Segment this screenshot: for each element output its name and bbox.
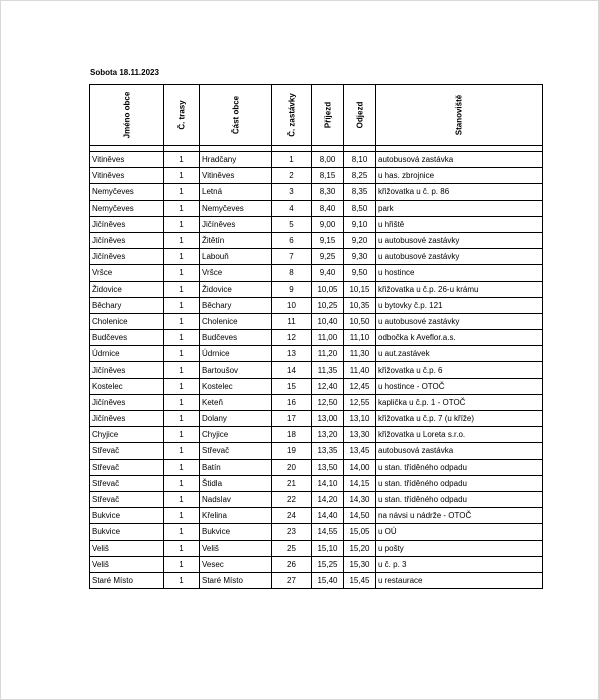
district-cell: Židovice [200,281,272,297]
departure-cell: 14,30 [344,491,376,507]
departure-cell: 15,30 [344,556,376,572]
table-row [90,540,543,556]
district-cell: Hradčany [200,152,272,168]
stop-number-cell: 8 [272,265,312,281]
municipality-cell: Běchary [90,297,164,313]
arrival-cell: 10,25 [312,297,344,313]
location-cell: u restaurace [376,572,543,588]
table-row [90,411,543,427]
municipality-cell: Veliš [90,540,164,556]
arrival-cell: 13,35 [312,443,344,459]
municipality-cell: Jičíněves [90,216,164,232]
route-number-cell: 1 [164,313,200,329]
arrival-cell: 15,40 [312,572,344,588]
table-row [90,491,543,507]
stop-number-cell: 5 [272,216,312,232]
table-row [90,330,543,346]
table-row [90,265,543,281]
header-location: Stanoviště [376,85,543,146]
stop-number-cell: 2 [272,168,312,184]
table-row [90,459,543,475]
departure-cell: 10,35 [344,297,376,313]
header-district: Část obce [200,85,272,146]
municipality-cell: Střevač [90,475,164,491]
municipality-cell: Střevač [90,443,164,459]
location-cell: u bytovky č.p. 121 [376,297,543,313]
route-number-cell: 1 [164,362,200,378]
district-cell: Vesec [200,556,272,572]
table-row [90,443,543,459]
departure-cell: 14,50 [344,508,376,524]
departure-cell: 15,20 [344,540,376,556]
district-cell: Bukvice [200,524,272,540]
route-number-cell: 1 [164,346,200,362]
arrival-cell: 11,35 [312,362,344,378]
table-row [90,378,543,394]
municipality-cell: Vršce [90,265,164,281]
location-cell: u stan. tříděného odpadu [376,459,543,475]
arrival-cell: 11,20 [312,346,344,362]
route-number-cell: 1 [164,200,200,216]
departure-cell: 11,30 [344,346,376,362]
municipality-cell: Nemyčeves [90,200,164,216]
timetable [89,84,543,589]
arrival-cell: 14,55 [312,524,344,540]
table-row [90,524,543,540]
route-number-cell: 1 [164,281,200,297]
municipality-cell: Jičíněves [90,249,164,265]
table-row [90,394,543,410]
table-row [90,168,543,184]
departure-cell: 12,45 [344,378,376,394]
departure-cell: 9,30 [344,249,376,265]
district-cell: Vršce [200,265,272,281]
stop-number-cell: 19 [272,443,312,459]
table-row [90,427,543,443]
route-number-cell: 1 [164,491,200,507]
table-row [90,297,543,313]
district-cell: Chyjice [200,427,272,443]
stop-number-cell: 25 [272,540,312,556]
stop-number-cell: 4 [272,200,312,216]
location-cell: u hostince [376,265,543,281]
route-number-cell: 1 [164,540,200,556]
departure-cell: 11,40 [344,362,376,378]
district-cell: Údrnice [200,346,272,362]
district-cell: Běchary [200,297,272,313]
header-departure: Odjezd [344,85,376,146]
location-cell: u has. zbrojnice [376,168,543,184]
location-cell: u aut.zastávek [376,346,543,362]
arrival-cell: 8,00 [312,152,344,168]
district-cell: Křelina [200,508,272,524]
arrival-cell: 13,20 [312,427,344,443]
district-cell: Batín [200,459,272,475]
route-number-cell: 1 [164,216,200,232]
route-number-cell: 1 [164,475,200,491]
stop-number-cell: 16 [272,394,312,410]
arrival-cell: 9,25 [312,249,344,265]
district-cell: Dolany [200,411,272,427]
route-number-cell: 1 [164,265,200,281]
arrival-cell: 9,00 [312,216,344,232]
district-cell: Nemyčeves [200,200,272,216]
stop-number-cell: 1 [272,152,312,168]
table-row [90,313,543,329]
header-route-number: Č. trasy [164,85,200,146]
document-date-title: Sobota 18.11.2023 [90,68,159,77]
arrival-cell: 14,10 [312,475,344,491]
district-cell: Cholenice [200,313,272,329]
district-cell: Žitětín [200,232,272,248]
departure-cell: 8,35 [344,184,376,200]
municipality-cell: Staré Místo [90,572,164,588]
location-cell: u autobusové zastávky [376,232,543,248]
location-cell: křižovatka u č.p. 6 [376,362,543,378]
location-cell: u č. p. 3 [376,556,543,572]
departure-cell: 11,10 [344,330,376,346]
departure-cell: 13,45 [344,443,376,459]
municipality-cell: Střevač [90,459,164,475]
departure-cell: 9,10 [344,216,376,232]
route-number-cell: 1 [164,152,200,168]
route-number-cell: 1 [164,524,200,540]
district-cell: Keteň [200,394,272,410]
municipality-cell: Jičíněves [90,411,164,427]
route-number-cell: 1 [164,411,200,427]
table-row [90,152,543,168]
district-cell: Letná [200,184,272,200]
municipality-cell: Jičíněves [90,394,164,410]
arrival-cell: 14,20 [312,491,344,507]
location-cell: autobusová zastávka [376,443,543,459]
table-row [90,556,543,572]
arrival-cell: 8,15 [312,168,344,184]
departure-cell: 10,15 [344,281,376,297]
municipality-cell: Vitiněves [90,168,164,184]
stop-number-cell: 6 [272,232,312,248]
route-number-cell: 1 [164,330,200,346]
header-municipality: Jméno obce [90,85,164,146]
municipality-cell: Nemyčeves [90,184,164,200]
municipality-cell: Chyjice [90,427,164,443]
location-cell: u OÚ [376,524,543,540]
location-cell: křižovatka u č.p. 7 (u kříže) [376,411,543,427]
departure-cell: 13,30 [344,427,376,443]
location-cell: křižovatka u č. p. 86 [376,184,543,200]
location-cell: u autobusové zastávky [376,249,543,265]
table-row [90,232,543,248]
location-cell: kaplička u č.p. 1 - OTOČ [376,394,543,410]
district-cell: Kostelec [200,378,272,394]
district-cell: Nadslav [200,491,272,507]
departure-cell: 9,20 [344,232,376,248]
location-cell: na návsi u nádrže - OTOČ [376,508,543,524]
table-row [90,508,543,524]
arrival-cell: 10,40 [312,313,344,329]
table-row [90,281,543,297]
stop-number-cell: 21 [272,475,312,491]
stop-number-cell: 26 [272,556,312,572]
district-cell: Budčeves [200,330,272,346]
stop-number-cell: 20 [272,459,312,475]
route-number-cell: 1 [164,572,200,588]
location-cell: u hostince - OTOČ [376,378,543,394]
stop-number-cell: 11 [272,313,312,329]
arrival-cell: 14,40 [312,508,344,524]
arrival-cell: 12,40 [312,378,344,394]
stop-number-cell: 13 [272,346,312,362]
arrival-cell: 12,50 [312,394,344,410]
table-row [90,216,543,232]
location-cell: křižovatka u Loreta s.r.o. [376,427,543,443]
district-cell: Vitiněves [200,168,272,184]
arrival-cell: 10,05 [312,281,344,297]
municipality-cell: Bukvice [90,524,164,540]
location-cell: u pošty [376,540,543,556]
stop-number-cell: 17 [272,411,312,427]
route-number-cell: 1 [164,232,200,248]
departure-cell: 9,50 [344,265,376,281]
route-number-cell: 1 [164,184,200,200]
departure-cell: 15,45 [344,572,376,588]
departure-cell: 12,55 [344,394,376,410]
arrival-cell: 15,10 [312,540,344,556]
location-cell: u stan. tříděného odpadu [376,491,543,507]
departure-cell: 8,10 [344,152,376,168]
municipality-cell: Bukvice [90,508,164,524]
stop-number-cell: 15 [272,378,312,394]
district-cell: Staré Místo [200,572,272,588]
route-number-cell: 1 [164,508,200,524]
header-stop-number: Č. zastávky [272,85,312,146]
stop-number-cell: 23 [272,524,312,540]
arrival-cell: 13,00 [312,411,344,427]
departure-cell: 14,00 [344,459,376,475]
location-cell: u stan. tříděného odpadu [376,475,543,491]
route-number-cell: 1 [164,297,200,313]
stop-number-cell: 18 [272,427,312,443]
route-number-cell: 1 [164,168,200,184]
arrival-cell: 8,30 [312,184,344,200]
route-number-cell: 1 [164,443,200,459]
stop-number-cell: 3 [272,184,312,200]
table-row [90,362,543,378]
stop-number-cell: 7 [272,249,312,265]
municipality-cell: Cholenice [90,313,164,329]
table-row [90,475,543,491]
header-arrival: Příjezd [312,85,344,146]
stop-number-cell: 14 [272,362,312,378]
table-row [90,184,543,200]
location-cell: u hřiště [376,216,543,232]
municipality-cell: Budčeves [90,330,164,346]
municipality-cell: Židovice [90,281,164,297]
municipality-cell: Jičíněves [90,232,164,248]
route-number-cell: 1 [164,394,200,410]
table-row [90,249,543,265]
stop-number-cell: 24 [272,508,312,524]
stop-number-cell: 27 [272,572,312,588]
arrival-cell: 8,40 [312,200,344,216]
municipality-cell: Střevač [90,491,164,507]
stop-number-cell: 12 [272,330,312,346]
header-row [90,85,543,146]
district-cell: Labouň [200,249,272,265]
departure-cell: 8,25 [344,168,376,184]
municipality-cell: Veliš [90,556,164,572]
municipality-cell: Jičíněves [90,362,164,378]
location-cell: křižovatka u č.p. 26-u krámu [376,281,543,297]
location-cell: autobusová zastávka [376,152,543,168]
municipality-cell: Údrnice [90,346,164,362]
route-number-cell: 1 [164,378,200,394]
district-cell: Štidla [200,475,272,491]
departure-cell: 13,10 [344,411,376,427]
arrival-cell: 13,50 [312,459,344,475]
location-cell: u autobusové zastávky [376,313,543,329]
route-number-cell: 1 [164,556,200,572]
municipality-cell: Vitiněves [90,152,164,168]
table-row [90,200,543,216]
table-row [90,572,543,588]
location-cell: park [376,200,543,216]
arrival-cell: 9,40 [312,265,344,281]
location-cell: odbočka k Aveflor.a.s. [376,330,543,346]
arrival-cell: 9,15 [312,232,344,248]
departure-cell: 14,15 [344,475,376,491]
route-number-cell: 1 [164,459,200,475]
municipality-cell: Kostelec [90,378,164,394]
arrival-cell: 15,25 [312,556,344,572]
stop-number-cell: 22 [272,491,312,507]
departure-cell: 10,50 [344,313,376,329]
route-number-cell: 1 [164,249,200,265]
departure-cell: 15,05 [344,524,376,540]
table-row [90,346,543,362]
departure-cell: 8,50 [344,200,376,216]
district-cell: Veliš [200,540,272,556]
district-cell: Bartoušov [200,362,272,378]
district-cell: Střevač [200,443,272,459]
arrival-cell: 11,00 [312,330,344,346]
stop-number-cell: 9 [272,281,312,297]
district-cell: Jičíněves [200,216,272,232]
stop-number-cell: 10 [272,297,312,313]
route-number-cell: 1 [164,427,200,443]
